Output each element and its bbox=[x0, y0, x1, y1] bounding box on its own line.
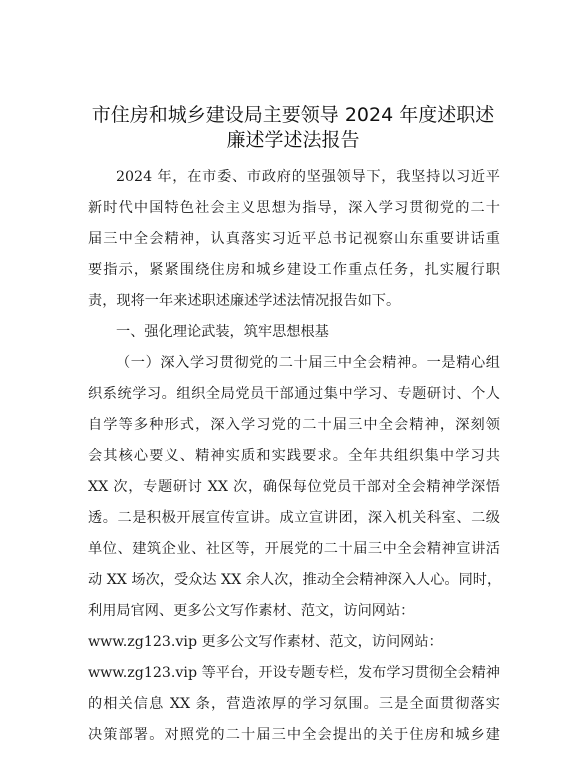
paragraph-line-4: 会其核心要义、精神实质和实践要求。全年共组织集中学习共 bbox=[88, 448, 500, 464]
paragraph-line-7: 单位、建筑企业、社区等，开展党的二十届三中全会精神宣讲活 bbox=[88, 541, 500, 557]
paragraph-line-3: 自学等多种形式，深入学习党的二十届三中全会精神，深刻领 bbox=[88, 417, 500, 433]
intro-line-1: 2024 年，在市委、市政府的坚强领导下，我坚持以习近平 bbox=[116, 169, 500, 185]
paragraph-line-13: 决策部署。对照党的二十届三中全会提出的关于住房和城乡建 bbox=[88, 727, 500, 743]
document-title-line-1: 市住房和城乡建设局主要领导 2024 年度述职述 bbox=[91, 104, 495, 126]
intro-line-3: 届三中全会精神，认真落实习近平总书记视察山东重要讲话重 bbox=[88, 231, 500, 247]
paragraph-line-11: www.zg123.vip 等平台，开设专题专栏，发布学习贯彻全会精神 bbox=[88, 665, 500, 681]
paragraph-line-5: XX 次，专题研讨 XX 次，确保每位党员干部对全会精神学深悟 bbox=[88, 479, 500, 495]
paragraph-line-10: www.zg123.vip 更多公文写作素材、范文，访问网站： bbox=[88, 634, 443, 650]
paragraph-line-12: 的相关信息 XX 条，营造浓厚的学习氛围。三是全面贯彻落实 bbox=[88, 696, 500, 712]
paragraph-line-8: 动 XX 场次，受众达 XX 余人次，推动全会精神深入人心。同时， bbox=[88, 572, 502, 588]
paragraph-line-9: 利用局官网、更多公文写作素材、范文，访问网站： bbox=[88, 603, 415, 619]
paragraph-line-6: 透。二是积极开展宣传宣讲。成立宣讲团，深入机关科室、二级 bbox=[88, 510, 500, 526]
paragraph-line-1: （一）深入学习贯彻党的二十届三中全会精神。一是精心组 bbox=[116, 355, 500, 371]
paragraph-line-2: 织系统学习。组织全局党员干部通过集中学习、专题研讨、个人 bbox=[88, 386, 500, 402]
section-heading: 一、强化理论武装，筑牢思想根基 bbox=[116, 324, 329, 340]
intro-line-2: 新时代中国特色社会主义思想为指导，深入学习贯彻党的二十 bbox=[88, 200, 500, 216]
intro-line-4: 要指示，紧紧围绕住房和城乡建设工作重点任务，扎实履行职 bbox=[88, 262, 500, 278]
intro-line-5: 责，现将一年来述职述廉述学述法情况报告如下。 bbox=[88, 293, 401, 309]
document-title-line-2: 廉述学述法报告 bbox=[226, 129, 360, 151]
